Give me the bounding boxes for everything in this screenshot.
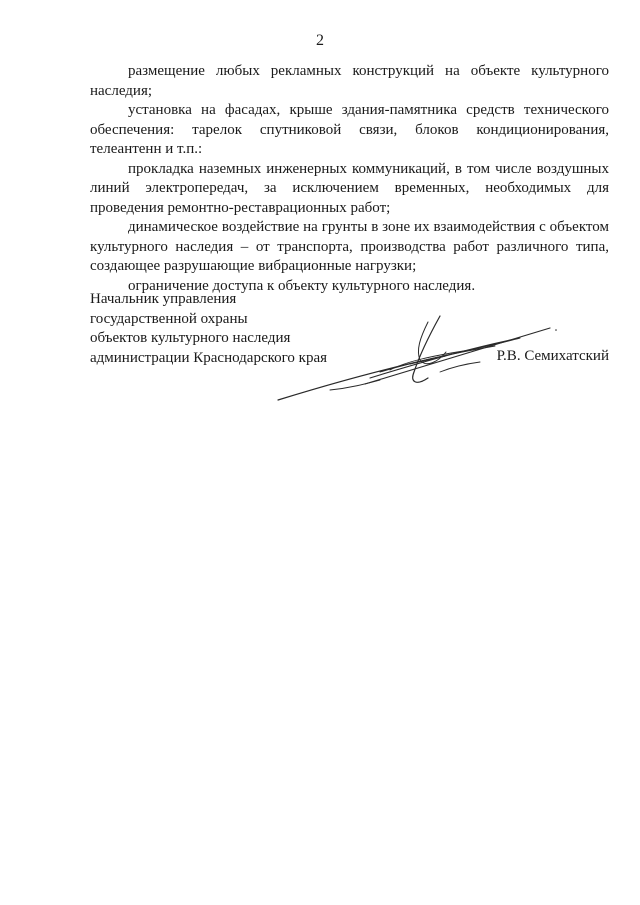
document-body [90,62,609,296]
paragraph-access-restriction: ограничение доступа к объекту культурного наследия. [128,277,476,294]
signatory-title-line: администрации Краснодарского края [90,349,328,366]
signatory-name: Р.В. Семихатский [496,348,609,364]
paragraph-dynamic-impact: динамическое воздействие на грунты в зоне их взаимодействия с объектом культурного наследия – от транспорта, производства работ различного типа, создающее разрушающие вибрационные нагрузки; [90,219,609,274]
signatory-title-line: государственной охраны [90,310,248,327]
paragraph-advertising: размещение любых рекламных конструкций на объекте культурного наследия; [90,63,609,99]
paragraph-facade-equipment: установка на фасадах, крыше здания-памятника средств технического обеспечения: тарелок спутниковой связи, блоков кондиционирования, телеантенн и т.п.: [90,102,609,157]
signatory-title-line: объектов культурного наследия [90,330,291,346]
page-number: 2 [316,32,324,49]
paragraph-utilities: прокладка наземных инженерных коммуникаций, в том числе воздушных линий электропередач, за исключением временных, необходимых для проведения ремонтно-реставрационных работ; [90,160,609,216]
signatory-title-line: Начальник управления [90,291,237,307]
